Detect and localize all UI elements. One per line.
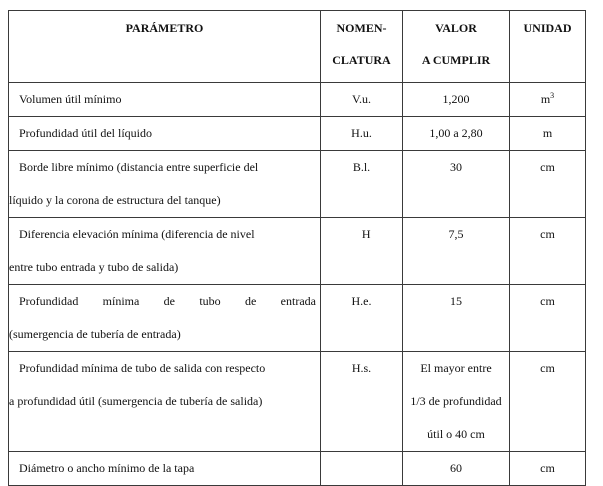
cell-valor: 15: [403, 285, 510, 352]
cell-valor: 1,200: [403, 83, 510, 117]
cell-nomenclatura: [321, 452, 403, 486]
cell-parametro: Profundidad mínima de tubo de salida con respecto a profundidad útil (sumergencia de tubería de salida): [9, 352, 321, 452]
cell-parametro: Diámetro o ancho mínimo de la tapa: [9, 452, 321, 486]
cell-valor: 1,00 a 2,80: [403, 117, 510, 151]
cell-valor: 7,5: [403, 218, 510, 285]
parameters-table: [8, 10, 586, 486]
cell-unidad: cm: [510, 452, 586, 486]
cell-unidad: m: [510, 117, 586, 151]
header-unidad: UNIDAD: [510, 11, 586, 83]
cell-parametro: Profundidad mínima de tubo de entrada (sumergencia de tubería de entrada): [9, 285, 321, 352]
cell-parametro: Volumen útil mínimo: [9, 83, 321, 117]
cell-valor: El mayor entre 1/3 de profundidad útil o 40 cm: [403, 352, 510, 452]
parameters-table-container: [8, 10, 586, 486]
table-row: [9, 151, 586, 218]
header-row: [9, 11, 586, 83]
cell-unidad: cm: [510, 151, 586, 218]
table-row: [9, 285, 586, 352]
header-parametro: PARÁMETRO: [9, 11, 321, 83]
header-nomenclatura: NOMEN- CLATURA: [321, 11, 403, 83]
table-row: [9, 352, 586, 452]
cell-parametro: Borde libre mínimo (distancia entre superficie del líquido y la corona de estructura del tanque): [9, 151, 321, 218]
table-row: [9, 452, 586, 486]
cell-nomenclatura: B.l.: [321, 151, 403, 218]
cell-unidad: $m^3$: [510, 83, 586, 117]
cell-valor: 60: [403, 452, 510, 486]
cell-nomenclatura: H: [321, 218, 403, 285]
cell-unidad: cm: [510, 285, 586, 352]
cell-nomenclatura: H.e.: [321, 285, 403, 352]
header-valor: VALOR A CUMPLIR: [403, 11, 510, 83]
cell-unidad: cm: [510, 352, 586, 452]
cell-nomenclatura: H.s.: [321, 352, 403, 452]
table-row: [9, 117, 586, 151]
cell-parametro: Profundidad útil del líquido: [9, 117, 321, 151]
cell-unidad: cm: [510, 218, 586, 285]
cell-nomenclatura: V.u.: [321, 83, 403, 117]
cell-parametro: Diferencia elevación mínima (diferencia de nivel entre tubo entrada y tubo de salida): [9, 218, 321, 285]
cell-valor: 30: [403, 151, 510, 218]
table-row: [9, 83, 586, 117]
table-row: [9, 218, 586, 285]
cell-nomenclatura: H.u.: [321, 117, 403, 151]
